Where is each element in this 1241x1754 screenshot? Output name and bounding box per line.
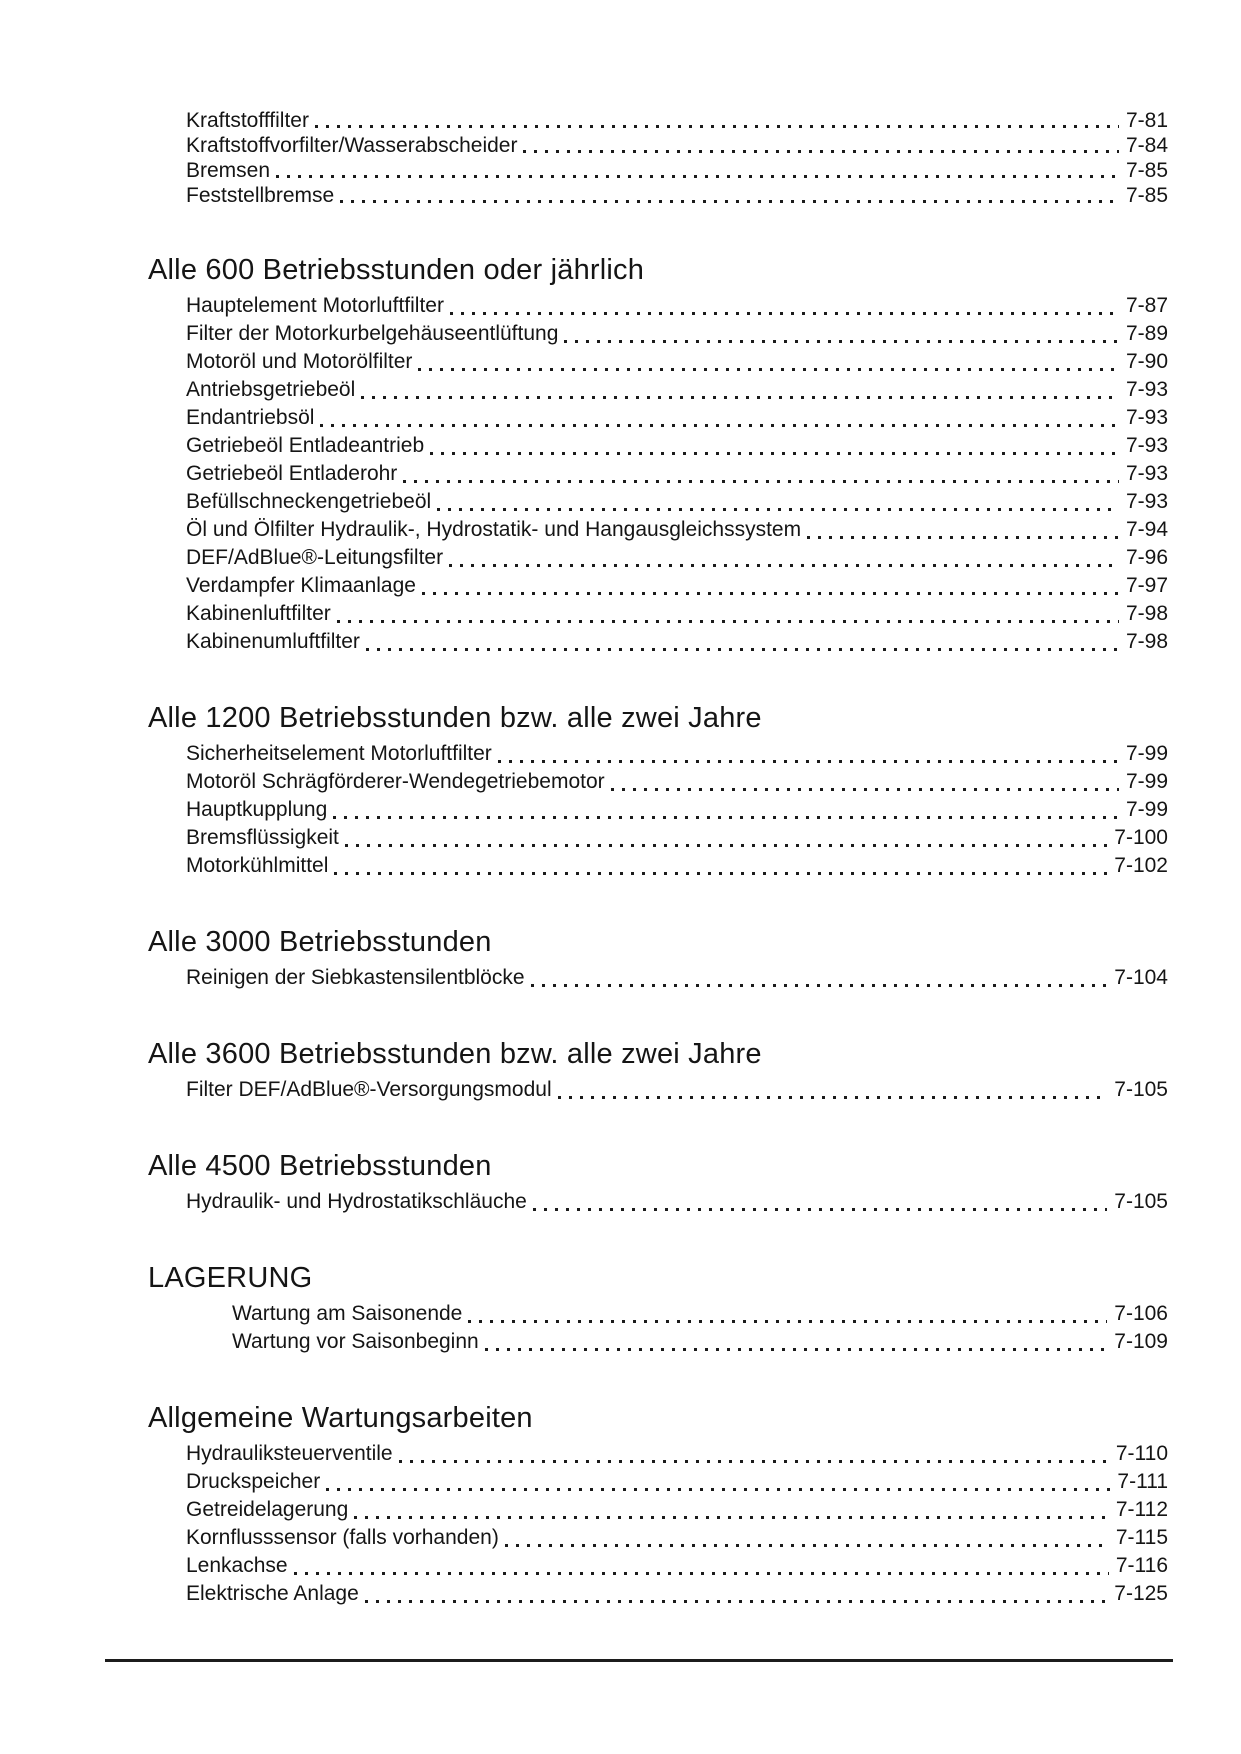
toc-row bbox=[186, 292, 1168, 320]
toc-row bbox=[186, 376, 1168, 404]
toc-entry-page-number: 7-93 bbox=[1125, 490, 1168, 513]
toc-entry-page-number: 7-99 bbox=[1125, 770, 1168, 793]
toc-entry-page-number: 7-99 bbox=[1125, 798, 1168, 821]
toc-entry-title: Hydrauliksteuerventile bbox=[186, 1442, 393, 1465]
toc-entry-page-number: 7-110 bbox=[1115, 1442, 1168, 1465]
toc-dot-leader bbox=[531, 971, 1110, 992]
toc-dot-leader bbox=[276, 162, 1121, 183]
section-entries bbox=[148, 1440, 1168, 1608]
toc-row bbox=[186, 824, 1168, 852]
toc-dot-leader bbox=[365, 1587, 1110, 1608]
toc-entry-title: Kraftstofffilter bbox=[186, 109, 309, 132]
toc-row bbox=[186, 628, 1168, 656]
toc-sections bbox=[148, 252, 1168, 1608]
toc-entry-page-number: 7-94 bbox=[1125, 518, 1168, 541]
toc-dot-leader bbox=[361, 383, 1121, 404]
toc-entry-title: Endantriebsöl bbox=[186, 406, 315, 429]
toc-row bbox=[186, 432, 1168, 460]
toc-row bbox=[186, 460, 1168, 488]
toc-row bbox=[186, 796, 1168, 824]
toc-dot-leader bbox=[468, 1307, 1109, 1328]
toc-entry-title: Bremsen bbox=[186, 159, 271, 182]
toc-entry-page-number: 7-102 bbox=[1114, 854, 1168, 877]
toc-row bbox=[186, 1580, 1168, 1608]
toc-entry-title: Verdampfer Klimaanlage bbox=[186, 574, 416, 597]
toc-row bbox=[186, 1076, 1168, 1104]
toc-entry-title: Antriebsgetriebeöl bbox=[186, 378, 356, 401]
toc-entry-page-number: 7-111 bbox=[1117, 1470, 1168, 1493]
toc-row bbox=[186, 1188, 1168, 1216]
toc-entry-page-number: 7-98 bbox=[1125, 630, 1168, 653]
toc-continued-entries bbox=[148, 108, 1168, 208]
toc-entry-page-number: 7-85 bbox=[1125, 159, 1168, 182]
toc-dot-leader bbox=[505, 1531, 1111, 1552]
toc-row bbox=[186, 768, 1168, 796]
toc-row bbox=[186, 516, 1168, 544]
toc-row bbox=[186, 158, 1168, 183]
toc-dot-leader bbox=[564, 327, 1121, 348]
section-entries bbox=[148, 292, 1168, 656]
section-heading: Alle 3600 Betriebsstunden bzw. alle zwei Jahre bbox=[148, 1038, 762, 1070]
toc-entry-page-number: 7-116 bbox=[1115, 1554, 1168, 1577]
toc-entry-title: Öl und Ölfilter Hydraulik-, Hydrostatik- und Hangausgleichssystem bbox=[186, 518, 802, 541]
toc-dot-leader bbox=[533, 1195, 1109, 1216]
section-entries bbox=[148, 740, 1168, 880]
section-entries bbox=[148, 1076, 1168, 1104]
toc-row bbox=[186, 133, 1168, 158]
toc-row bbox=[232, 1328, 1168, 1356]
toc-entry-page-number: 7-93 bbox=[1125, 434, 1168, 457]
toc-entry-page-number: 7-96 bbox=[1125, 546, 1168, 569]
toc-dot-leader bbox=[315, 112, 1121, 133]
toc-dot-leader bbox=[403, 467, 1121, 488]
section-heading: Alle 600 Betriebsstunden oder jährlich bbox=[148, 254, 645, 286]
section-entries bbox=[148, 1188, 1168, 1216]
toc-section bbox=[148, 1260, 1168, 1356]
toc-entry-title: Wartung am Saisonende bbox=[232, 1302, 463, 1325]
toc-dot-leader bbox=[498, 747, 1121, 768]
section-heading: Alle 4500 Betriebsstunden bbox=[148, 1150, 492, 1182]
toc-entry-page-number: 7-109 bbox=[1114, 1330, 1168, 1353]
toc-entry-page-number: 7-105 bbox=[1114, 1190, 1168, 1213]
toc-dot-leader bbox=[337, 607, 1121, 628]
toc-entry-title: Wartung vor Saisonbeginn bbox=[232, 1330, 479, 1353]
toc-entry-page-number: 7-90 bbox=[1125, 350, 1168, 373]
section-heading: Allgemeine Wartungsarbeiten bbox=[148, 1402, 533, 1434]
toc-dot-leader bbox=[326, 1475, 1112, 1496]
toc-entry-title: Hydraulik- und Hydrostatikschläuche bbox=[186, 1190, 527, 1213]
toc-dot-leader bbox=[422, 579, 1121, 600]
toc-entry-title: Filter der Motorkurbelgehäuseentlüftung bbox=[186, 322, 559, 345]
toc-row bbox=[186, 404, 1168, 432]
toc-entry-page-number: 7-98 bbox=[1125, 602, 1168, 625]
toc-entry-title: Elektrische Anlage bbox=[186, 1582, 359, 1605]
toc-entry-title: Kabinenluftfilter bbox=[186, 602, 331, 625]
toc-row bbox=[186, 1468, 1168, 1496]
section-heading: Alle 1200 Betriebsstunden bzw. alle zwei Jahre bbox=[148, 702, 762, 734]
toc-entry-page-number: 7-97 bbox=[1125, 574, 1168, 597]
toc-entry-page-number: 7-87 bbox=[1125, 294, 1168, 317]
toc-entry-title: Filter DEF/AdBlue®-Versorgungsmodul bbox=[186, 1078, 552, 1101]
toc-entry-title: Getreidelagerung bbox=[186, 1498, 349, 1521]
toc-dot-leader bbox=[485, 1335, 1110, 1356]
toc-dot-leader bbox=[399, 1447, 1111, 1468]
toc-entry-page-number: 7-104 bbox=[1114, 966, 1168, 989]
toc-entry-title: Kabinenumluftfilter bbox=[186, 630, 360, 653]
toc-entry-page-number: 7-106 bbox=[1114, 1302, 1168, 1325]
toc-entry-title: Kraftstoffvorfilter/Wasserabscheider bbox=[186, 134, 518, 157]
toc-dot-leader bbox=[437, 495, 1121, 516]
toc-entry-title: Hauptkupplung bbox=[186, 798, 328, 821]
section-heading: Alle 3000 Betriebsstunden bbox=[148, 926, 492, 958]
toc-dot-leader bbox=[450, 299, 1121, 320]
toc-entry-title: Motoröl und Motorölfilter bbox=[186, 350, 413, 373]
toc-dot-leader bbox=[418, 355, 1121, 376]
toc-row bbox=[186, 600, 1168, 628]
toc-dot-leader bbox=[340, 187, 1121, 208]
toc-row bbox=[186, 572, 1168, 600]
toc-row bbox=[186, 1524, 1168, 1552]
toc-row bbox=[186, 852, 1168, 880]
toc-entry-title: Befüllschneckengetriebeöl bbox=[186, 490, 432, 513]
toc-entry-page-number: 7-93 bbox=[1125, 378, 1168, 401]
toc-entry-page-number: 7-93 bbox=[1125, 406, 1168, 429]
toc-entry-page-number: 7-115 bbox=[1115, 1526, 1168, 1549]
toc-row bbox=[186, 183, 1168, 208]
toc-section bbox=[148, 1400, 1168, 1608]
toc-dot-leader bbox=[354, 1503, 1111, 1524]
toc-row bbox=[232, 1300, 1168, 1328]
toc-entry-page-number: 7-84 bbox=[1125, 134, 1168, 157]
toc-section bbox=[148, 1036, 1168, 1104]
section-heading: LAGERUNG bbox=[148, 1262, 313, 1294]
toc-dot-leader bbox=[334, 859, 1109, 880]
toc-entry-title: Lenkachse bbox=[186, 1554, 288, 1577]
toc-dot-leader bbox=[611, 775, 1121, 796]
toc-dot-leader bbox=[333, 803, 1121, 824]
toc-entry-title: DEF/AdBlue®-Leitungsfilter bbox=[186, 546, 444, 569]
toc-entry-title: Kornflusssensor (falls vorhanden) bbox=[186, 1526, 499, 1549]
toc-dot-leader bbox=[320, 411, 1121, 432]
toc-entry-page-number: 7-85 bbox=[1125, 184, 1168, 207]
toc-section bbox=[148, 924, 1168, 992]
section-entries bbox=[148, 1300, 1168, 1356]
toc-row bbox=[186, 1440, 1168, 1468]
toc-section bbox=[148, 252, 1168, 656]
toc-row bbox=[186, 1552, 1168, 1580]
toc-dot-leader bbox=[294, 1559, 1111, 1580]
toc-entry-page-number: 7-125 bbox=[1114, 1582, 1168, 1605]
toc-entry-title: Feststellbremse bbox=[186, 184, 335, 207]
toc-dot-leader bbox=[449, 551, 1121, 572]
toc-row bbox=[186, 964, 1168, 992]
toc-row bbox=[186, 740, 1168, 768]
toc-dot-leader bbox=[366, 635, 1121, 656]
toc-entry-page-number: 7-81 bbox=[1125, 109, 1168, 132]
toc-dot-leader bbox=[523, 137, 1121, 158]
toc-entry-page-number: 7-99 bbox=[1125, 742, 1168, 765]
toc-entry-title: Bremsflüssigkeit bbox=[186, 826, 339, 849]
toc-row bbox=[186, 544, 1168, 572]
toc-entry-title: Sicherheitselement Motorluftfilter bbox=[186, 742, 492, 765]
footer-rule bbox=[105, 1659, 1173, 1662]
toc-row bbox=[186, 488, 1168, 516]
toc-row bbox=[186, 348, 1168, 376]
toc-entry-page-number: 7-89 bbox=[1125, 322, 1168, 345]
toc-row bbox=[186, 108, 1168, 133]
toc-entry-title: Motorkühlmittel bbox=[186, 854, 329, 877]
toc-entry-title: Druckspeicher bbox=[186, 1470, 321, 1493]
toc-entry-title: Motoröl Schrägförderer-Wendegetriebemotor bbox=[186, 770, 605, 793]
toc-section bbox=[148, 1148, 1168, 1216]
toc-entry-page-number: 7-100 bbox=[1114, 826, 1168, 849]
toc-row bbox=[186, 320, 1168, 348]
toc-entry-title: Reinigen der Siebkastensilentblöcke bbox=[186, 966, 525, 989]
toc-entry-title: Hauptelement Motorluftfilter bbox=[186, 294, 444, 317]
toc-dot-leader bbox=[345, 831, 1109, 852]
toc-entry-title: Getriebeöl Entladerohr bbox=[186, 462, 398, 485]
toc-dot-leader bbox=[558, 1083, 1110, 1104]
toc-entry-page-number: 7-112 bbox=[1115, 1498, 1168, 1521]
toc-dot-leader bbox=[807, 523, 1121, 544]
toc-entry-title: Getriebeöl Entladeantrieb bbox=[186, 434, 425, 457]
toc-dot-leader bbox=[430, 439, 1121, 460]
section-entries bbox=[148, 964, 1168, 992]
toc-section bbox=[148, 700, 1168, 880]
toc-entry-page-number: 7-105 bbox=[1114, 1078, 1168, 1101]
toc-row bbox=[186, 1496, 1168, 1524]
toc-entry-page-number: 7-93 bbox=[1125, 462, 1168, 485]
